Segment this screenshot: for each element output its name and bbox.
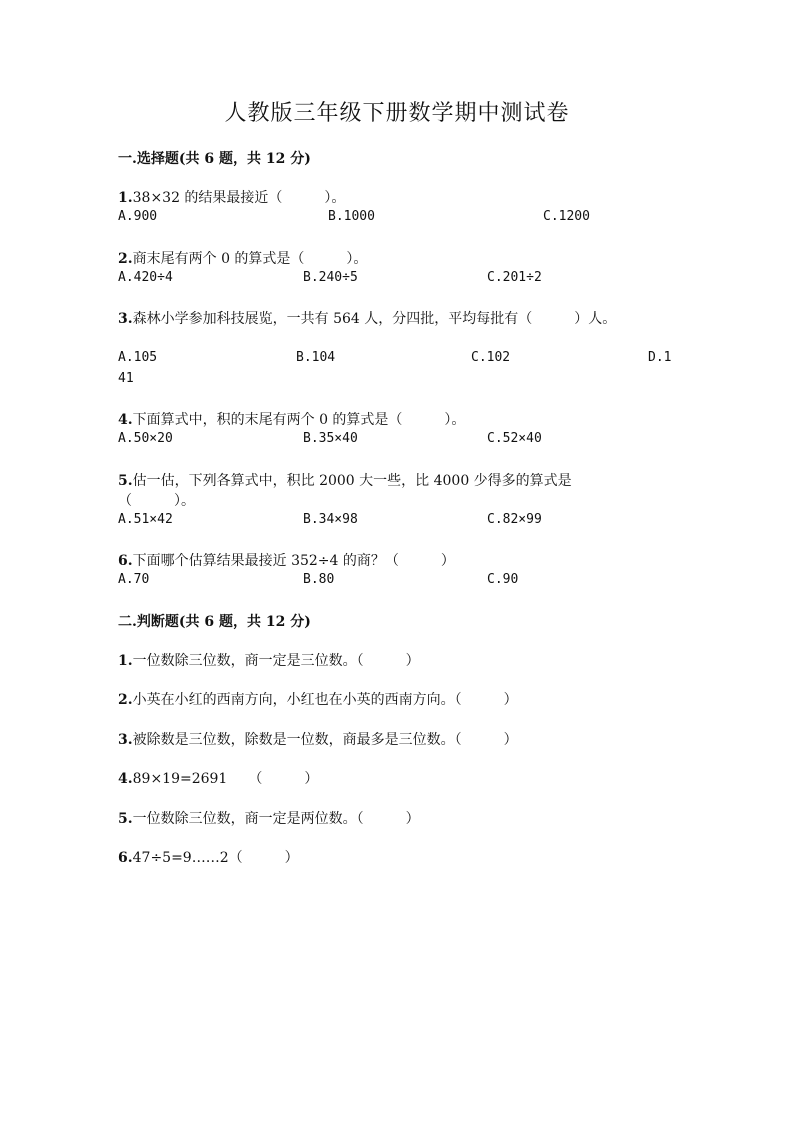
judgement-1 bbox=[118, 650, 420, 670]
question-text: 下面哪个估算结果最接近 352÷4 的商？（ ） bbox=[132, 553, 455, 569]
judgement-5 bbox=[118, 808, 420, 828]
question-text: 森林小学参加科技展览，一共有 564 人，分四批，平均每批有（ ）人。 bbox=[132, 311, 617, 327]
judgement-3 bbox=[118, 729, 518, 749]
option-b: B.1000 bbox=[328, 209, 375, 224]
question-2 bbox=[118, 248, 367, 268]
option-a: A.420÷4 bbox=[118, 270, 173, 285]
option-b: B.35×40 bbox=[303, 431, 358, 446]
question-6 bbox=[118, 550, 455, 570]
option-c: C.82×99 bbox=[487, 512, 542, 527]
judgement-4 bbox=[118, 768, 318, 788]
page-title: 人教版三年级下册数学期中测试卷 bbox=[224, 101, 570, 126]
option-d: D.1 bbox=[648, 350, 672, 365]
judgement-2 bbox=[118, 689, 518, 709]
question-text: 被除数是三位数，除数是一位数，商最多是三位数。（ ） bbox=[132, 732, 518, 748]
question-text: 商末尾有两个 0 的算式是（ ）。 bbox=[132, 251, 368, 267]
option-b: B.104 bbox=[296, 350, 336, 365]
option-c: C.102 bbox=[471, 350, 511, 365]
question-number: 6. bbox=[118, 553, 133, 569]
question-number: 2. bbox=[118, 251, 133, 267]
question-number: 2. bbox=[118, 692, 133, 708]
option-a: A.51×42 bbox=[118, 512, 173, 527]
option-b: B.34×98 bbox=[303, 512, 358, 527]
question-number: 4. bbox=[118, 412, 133, 428]
option-c: C.52×40 bbox=[487, 431, 542, 446]
option-c: C.201÷2 bbox=[487, 270, 542, 285]
option-b: B.240÷5 bbox=[303, 270, 358, 285]
option-a: A.105 bbox=[118, 350, 158, 365]
question-1 bbox=[118, 187, 345, 207]
question-number: 1. bbox=[118, 653, 133, 669]
question-text: 38×32 的结果最接近（ ）。 bbox=[132, 190, 346, 206]
question-4 bbox=[118, 409, 465, 429]
question-number: 6. bbox=[118, 850, 133, 866]
question-number: 5. bbox=[118, 811, 133, 827]
option-a: A.900 bbox=[118, 209, 158, 224]
question-number: 1. bbox=[118, 190, 133, 206]
question-3 bbox=[118, 308, 616, 328]
section-heading-judgement: 二.判断题(共 6 题，共 12 分) bbox=[118, 614, 311, 630]
option-d-continued: 41 bbox=[118, 371, 134, 386]
question-number: 3. bbox=[118, 311, 133, 327]
question-5 bbox=[118, 470, 572, 490]
option-a: A.70 bbox=[118, 572, 150, 587]
option-c: C.90 bbox=[487, 572, 519, 587]
option-c: C.1200 bbox=[543, 209, 590, 224]
option-b: B.80 bbox=[303, 572, 335, 587]
option-a: A.50×20 bbox=[118, 431, 173, 446]
section-heading-choice: 一.选择题(共 6 题，共 12 分) bbox=[118, 151, 311, 167]
question-text: 一位数除三位数，商一定是两位数。（ ） bbox=[132, 811, 420, 827]
question-number: 4. bbox=[118, 771, 133, 787]
question-text: 下面算式中，积的末尾有两个 0 的算式是（ ）。 bbox=[132, 412, 466, 428]
question-text: 47÷5=9……2（ ） bbox=[132, 850, 299, 866]
question-text: 89×19=2691 （ ） bbox=[132, 771, 319, 787]
question-number: 3. bbox=[118, 732, 133, 748]
judgement-6 bbox=[118, 847, 299, 867]
question-number: 5. bbox=[118, 473, 133, 489]
question-text: 小英在小红的西南方向，小红也在小英的西南方向。（ ） bbox=[132, 692, 518, 708]
question-text: 一位数除三位数，商一定是三位数。（ ） bbox=[132, 653, 420, 669]
question-text: 估一估，下列各算式中，积比 2000 大一些，比 4000 少得多的算式是 bbox=[132, 473, 572, 489]
question-5-continued: （ ）。 bbox=[118, 493, 195, 509]
